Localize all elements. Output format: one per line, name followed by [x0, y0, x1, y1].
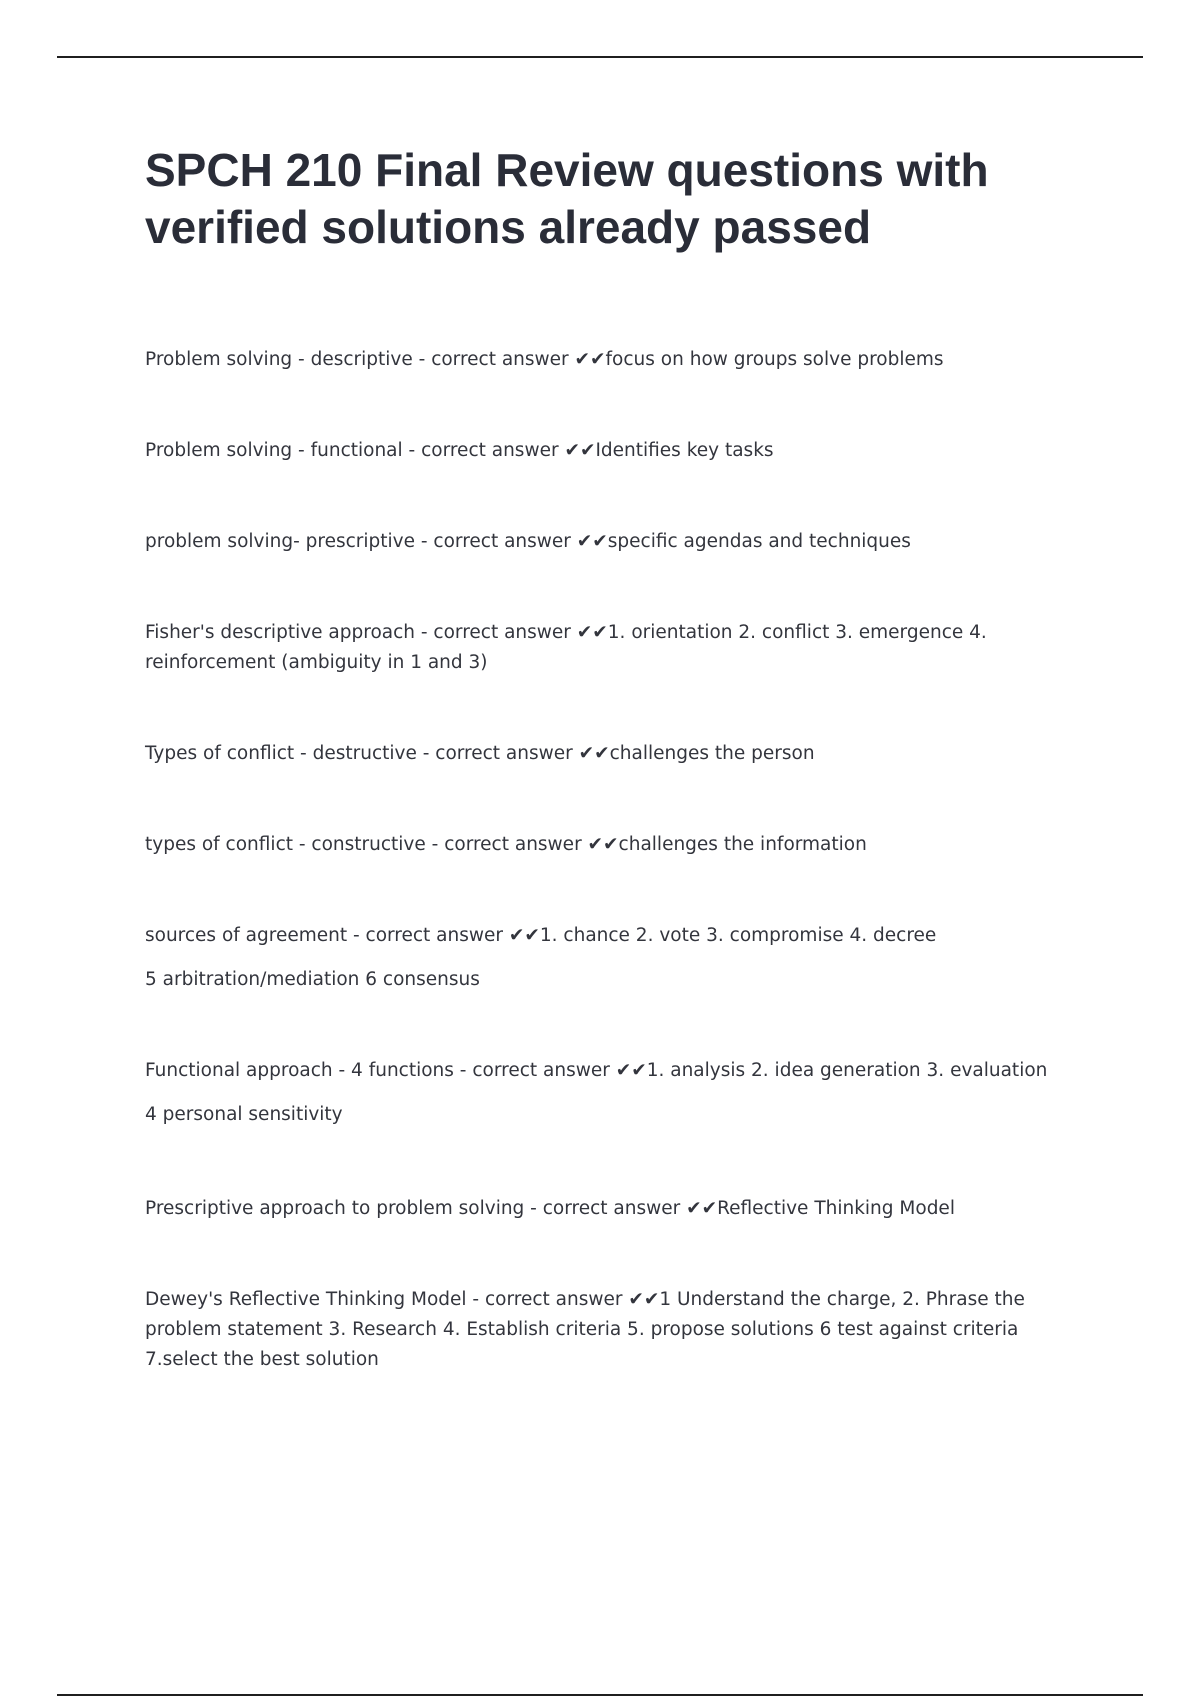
- qa-text: types of conflict - constructive - correct answer ✔✔challenges the information: [145, 834, 867, 855]
- qa-text: Problem solving - descriptive - correct answer ✔✔focus on how groups solve problems: [145, 349, 944, 370]
- qa-text-continued: 5 arbitration/mediation 6 consensus: [145, 969, 480, 990]
- qa-text: Dewey's Reflective Thinking Model - correct answer ✔✔1 Understand the charge, 2. Phrase the problem statement 3. Research 4. Establish criteria 5. propose solutions 6 test against criteria 7.select the best solution: [145, 1289, 1025, 1370]
- qa-text: problem solving- prescriptive - correct answer ✔✔specific agendas and techniques: [145, 531, 911, 552]
- qa-text-continued: 4 personal sensitivity: [145, 1104, 343, 1125]
- qa-text: Fisher's descriptive approach - correct answer ✔✔1. orientation 2. conflict 3. emergence 4. reinforcement (ambiguity in 1 and 3): [145, 622, 987, 673]
- qa-text: Problem solving - functional - correct answer ✔✔Identifies key tasks: [145, 440, 774, 461]
- qa-text: sources of agreement - correct answer ✔✔1. chance 2. vote 3. compromise 4. decree: [145, 925, 937, 946]
- qa-text: Prescriptive approach to problem solving - correct answer ✔✔Reflective Thinking Model: [145, 1198, 955, 1219]
- qa-item: [145, 1056, 1095, 1130]
- footer-divider: [57, 1694, 1143, 1696]
- qa-item: [145, 921, 1095, 995]
- qa-item: [145, 1194, 1095, 1224]
- qa-item: [145, 739, 1095, 769]
- qa-item: [145, 1285, 1095, 1375]
- qa-item: [145, 345, 1095, 375]
- document-title: SPCH 210 Final Review questions with verified solutions already passed: [145, 144, 989, 253]
- header-divider: [57, 56, 1143, 58]
- qa-item: [145, 436, 1095, 466]
- qa-item: [145, 618, 1095, 678]
- qa-text: Types of conflict - destructive - correct answer ✔✔challenges the person: [145, 743, 815, 764]
- qa-text: Functional approach - 4 functions - correct answer ✔✔1. analysis 2. idea generation 3. evaluation: [145, 1060, 1048, 1081]
- qa-item: [145, 830, 1095, 860]
- qa-item: [145, 527, 1095, 557]
